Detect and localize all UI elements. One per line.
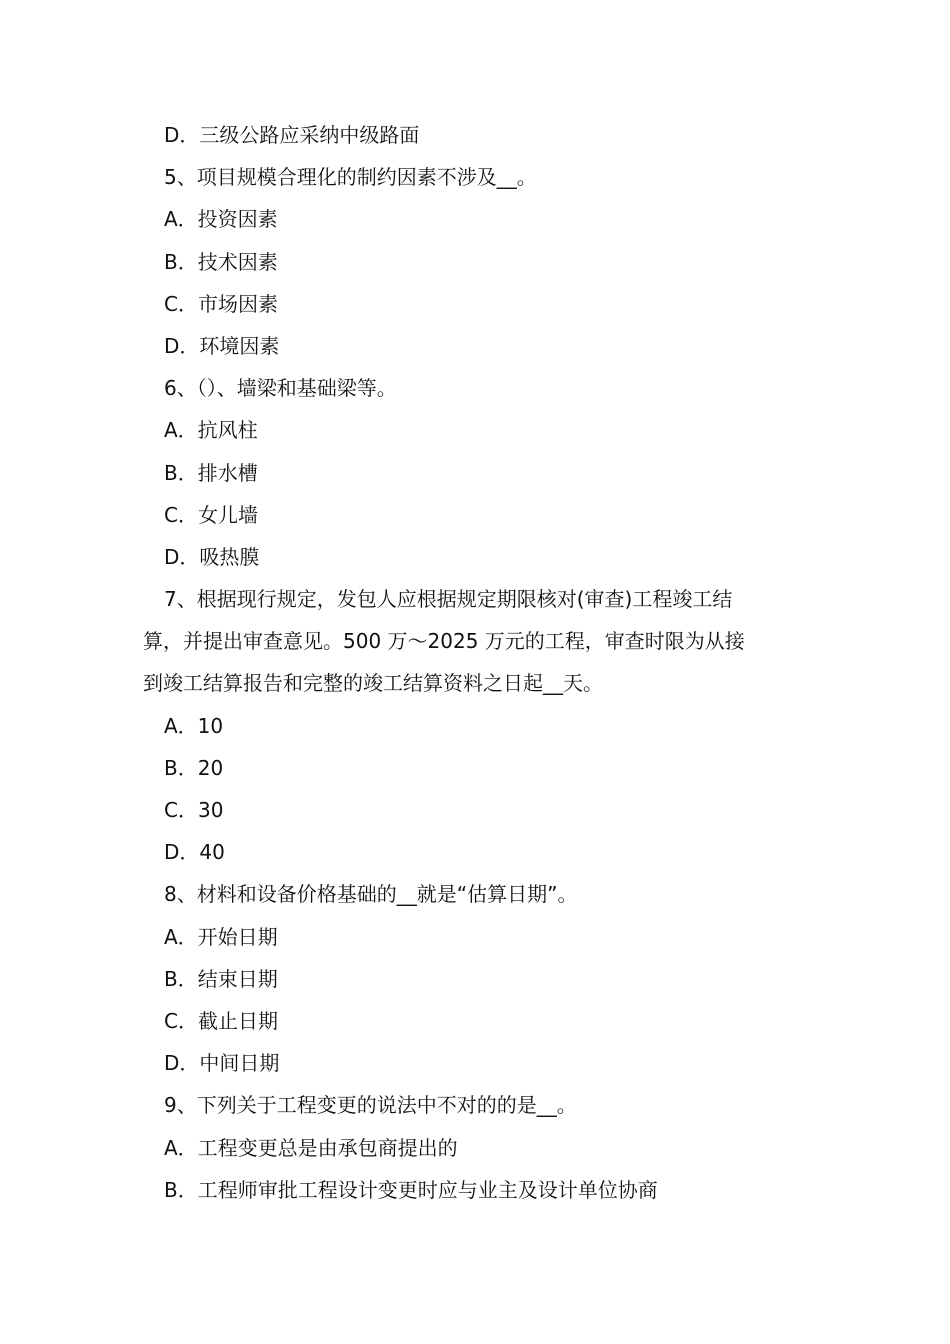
question-line: 9、下列关于工程变更的说法中不对的的是__。 — [164, 1093, 577, 1118]
option-line: D．三级公路应采纳中级路面 — [164, 123, 420, 147]
option-line: B．排水槽 — [164, 460, 258, 485]
option-line: D．40 — [164, 840, 225, 865]
option-line: D．环境因素 — [164, 333, 280, 358]
question-line: 6、（）、墙梁和基础梁等。 — [164, 376, 397, 401]
option-line: C．女儿墙 — [164, 502, 258, 527]
option-line: D．吸热膜 — [164, 544, 260, 569]
option-line: C．截止日期 — [164, 1008, 278, 1033]
option-line: B．技术因素 — [164, 249, 278, 274]
option-line: D．中间日期 — [164, 1051, 280, 1076]
option-line: A．10 — [164, 713, 224, 738]
paragraph-line: 到竣工结算报告和完整的竣工结算资料之日起__天。 — [143, 671, 603, 696]
question-line: 5、项目规模合理化的制约因素不涉及__。 — [164, 165, 537, 190]
option-line: B．20 — [164, 755, 224, 780]
question-line: 8、材料和设备价格基础的__就是“估算日期”。 — [164, 882, 578, 907]
option-line: B．结束日期 — [164, 966, 278, 991]
paragraph-line: 算，并提出审查意见。500 万～2025 万元的工程，审查时限为从接 — [143, 629, 745, 654]
option-line: A．抗风柱 — [164, 418, 258, 443]
option-line: C．市场因素 — [164, 291, 278, 316]
option-line: A．工程变更总是由承包商提出的 — [164, 1135, 458, 1160]
option-line: A．开始日期 — [164, 924, 278, 949]
option-line: A．投资因素 — [164, 207, 278, 232]
document-body — [143, 114, 803, 1211]
option-line: B．工程师审批工程设计变更时应与业主及设计单位协商 — [164, 1177, 658, 1202]
question-paragraph — [143, 578, 798, 705]
option-line: C．30 — [164, 798, 224, 823]
paragraph-line: 7、根据现行规定，发包人应根据规定期限核对(审查)工程竣工结 — [164, 587, 733, 612]
